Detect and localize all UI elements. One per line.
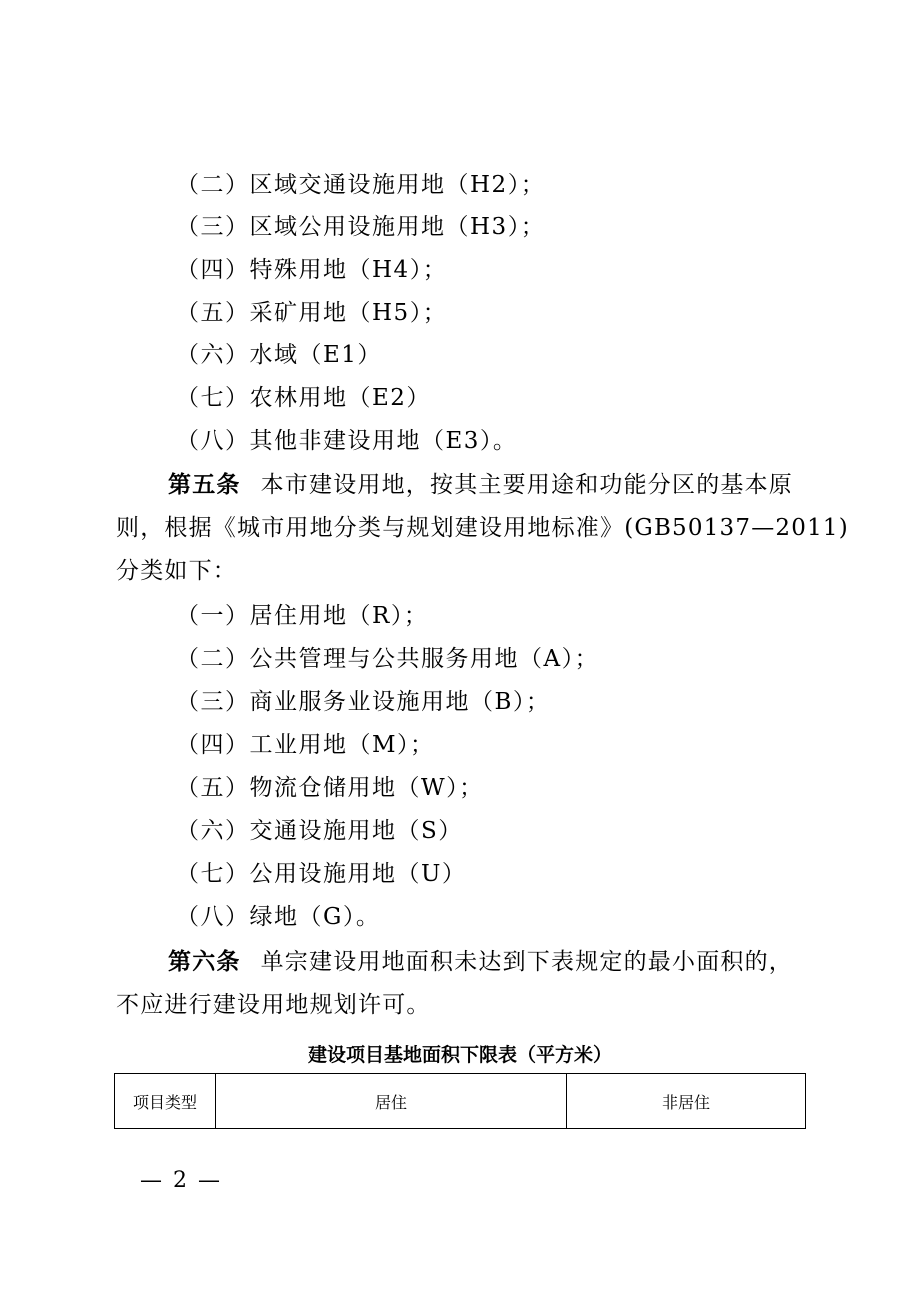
area-limits-table	[114, 1073, 806, 1129]
table-title: 建设项目基地面积下限表（平方米）	[307, 1044, 612, 1066]
list-item-e2: （七）农林用地（E2）	[176, 385, 431, 411]
header-non-residential: 非居住	[567, 1074, 806, 1129]
header-project-type: 项目类型	[115, 1074, 216, 1129]
list-item-e3: （八）其他非建设用地（E3）。	[176, 428, 518, 454]
list-item-e1: （六）水域（E1）	[176, 342, 382, 368]
article-5-text-2: 则，根据《城市用地分类与规划建设用地标准》(GB50137—2011)	[116, 515, 849, 541]
list-item-h2: （二）区域交通设施用地（H2）；	[176, 172, 546, 198]
article-5	[116, 463, 849, 593]
list-item-u: （七）公用设施用地（U）	[176, 861, 467, 887]
list-item-h5: （五）采矿用地（H5）；	[176, 300, 448, 326]
list-item-h3: （三）区域公用设施用地（H3）；	[176, 214, 546, 240]
article-6-text-2: 不应进行建设用地规划许可。	[116, 992, 431, 1018]
list-item-m: （四）工业用地（M）；	[176, 732, 435, 758]
list-item-h4: （四）特殊用地（H4）；	[176, 257, 448, 283]
article-6-text-1: 单宗建设用地面积未达到下表规定的最小面积的，	[260, 949, 794, 975]
list-item-g: （八）绿地（G）。	[176, 904, 381, 930]
article-6-first-line	[116, 940, 806, 984]
article-5-text-1: 本市建设用地，按其主要用途和功能分区的基本原	[260, 472, 794, 498]
list-item-w: （五）物流仓储用地（W）；	[176, 775, 484, 801]
article-6-number: 第六条	[168, 948, 241, 975]
article-5-first-line	[116, 463, 806, 507]
header-residential: 居住	[216, 1074, 567, 1129]
list-item-s: （六）交通设施用地（S）	[176, 818, 463, 844]
article-6	[116, 940, 806, 1027]
page-number: — 2 —	[140, 1168, 222, 1193]
list-item-b: （三）商业服务业设施用地（B）；	[176, 689, 551, 715]
article-5-number: 第五条	[168, 471, 241, 498]
table-header-row	[115, 1074, 806, 1129]
article-5-text-3: 分类如下：	[116, 558, 237, 584]
list-item-r: （一）居住用地（R）；	[176, 603, 429, 629]
list-item-a: （二）公共管理与公共服务用地（A）；	[176, 646, 600, 672]
